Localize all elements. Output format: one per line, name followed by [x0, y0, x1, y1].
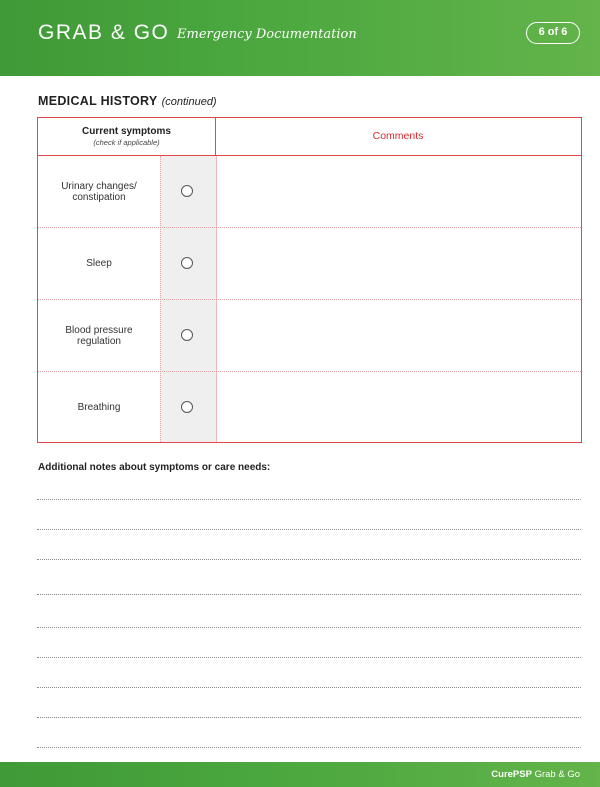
footer-banner: [0, 762, 600, 787]
footer-brand: [491, 769, 580, 780]
brand-title: GRAB & GO: [38, 21, 170, 44]
footer-brand-bold: CurePSP: [491, 769, 532, 780]
header-comments: Comments: [372, 130, 424, 142]
section-title-text: MEDICAL HISTORY: [38, 94, 158, 108]
symptom-label: [38, 372, 160, 443]
symptom-check-circle[interactable]: [181, 329, 193, 341]
notes-line[interactable]: [37, 717, 581, 718]
notes-line[interactable]: [37, 747, 581, 748]
notes-line[interactable]: [37, 559, 581, 560]
symptom-label-line2: regulation: [77, 335, 121, 347]
symptom-label-line1: Breathing: [77, 402, 121, 413]
symptom-label: [38, 228, 160, 299]
symptom-check-circle[interactable]: [181, 257, 193, 269]
symptom-check-circle[interactable]: [181, 401, 193, 413]
header-symptoms-hint: (check if applicable): [93, 138, 160, 147]
header-subtitle: Emergency Documentation: [177, 27, 357, 42]
symptom-check-circle[interactable]: [181, 185, 193, 197]
notes-line[interactable]: [37, 687, 581, 688]
symptom-label-line1: Sleep: [86, 258, 112, 269]
table-header-row: [38, 118, 581, 156]
symptom-label-line1: Urinary changes/: [61, 180, 137, 192]
notes-line[interactable]: [37, 594, 581, 595]
symptom-label: [38, 156, 160, 227]
notes-line[interactable]: [37, 529, 581, 530]
symptom-label: [38, 300, 160, 371]
symptom-row-sleep: [38, 228, 581, 300]
symptom-label-line2: constipation: [72, 191, 126, 203]
notes-label: Additional notes about symptoms or care needs:: [38, 462, 271, 473]
notes-line[interactable]: [37, 657, 581, 658]
symptoms-table: [37, 117, 582, 443]
header-current-symptoms: [38, 118, 216, 155]
section-continued: (continued): [161, 96, 217, 108]
symptom-row-breathing: [38, 372, 581, 443]
page-indicator-badge: 6 of 6: [526, 22, 580, 44]
symptom-row-blood-pressure: [38, 300, 581, 372]
header-banner: [0, 0, 600, 76]
header-symptoms-label: Current symptoms: [82, 126, 171, 137]
notes-line[interactable]: [37, 627, 581, 628]
symptom-label-line1: Blood pressure: [65, 324, 133, 336]
notes-line[interactable]: [37, 499, 581, 500]
footer-brand-rest: Grab & Go: [534, 769, 580, 780]
symptom-row-urinary: [38, 156, 581, 228]
section-title: [38, 94, 217, 108]
